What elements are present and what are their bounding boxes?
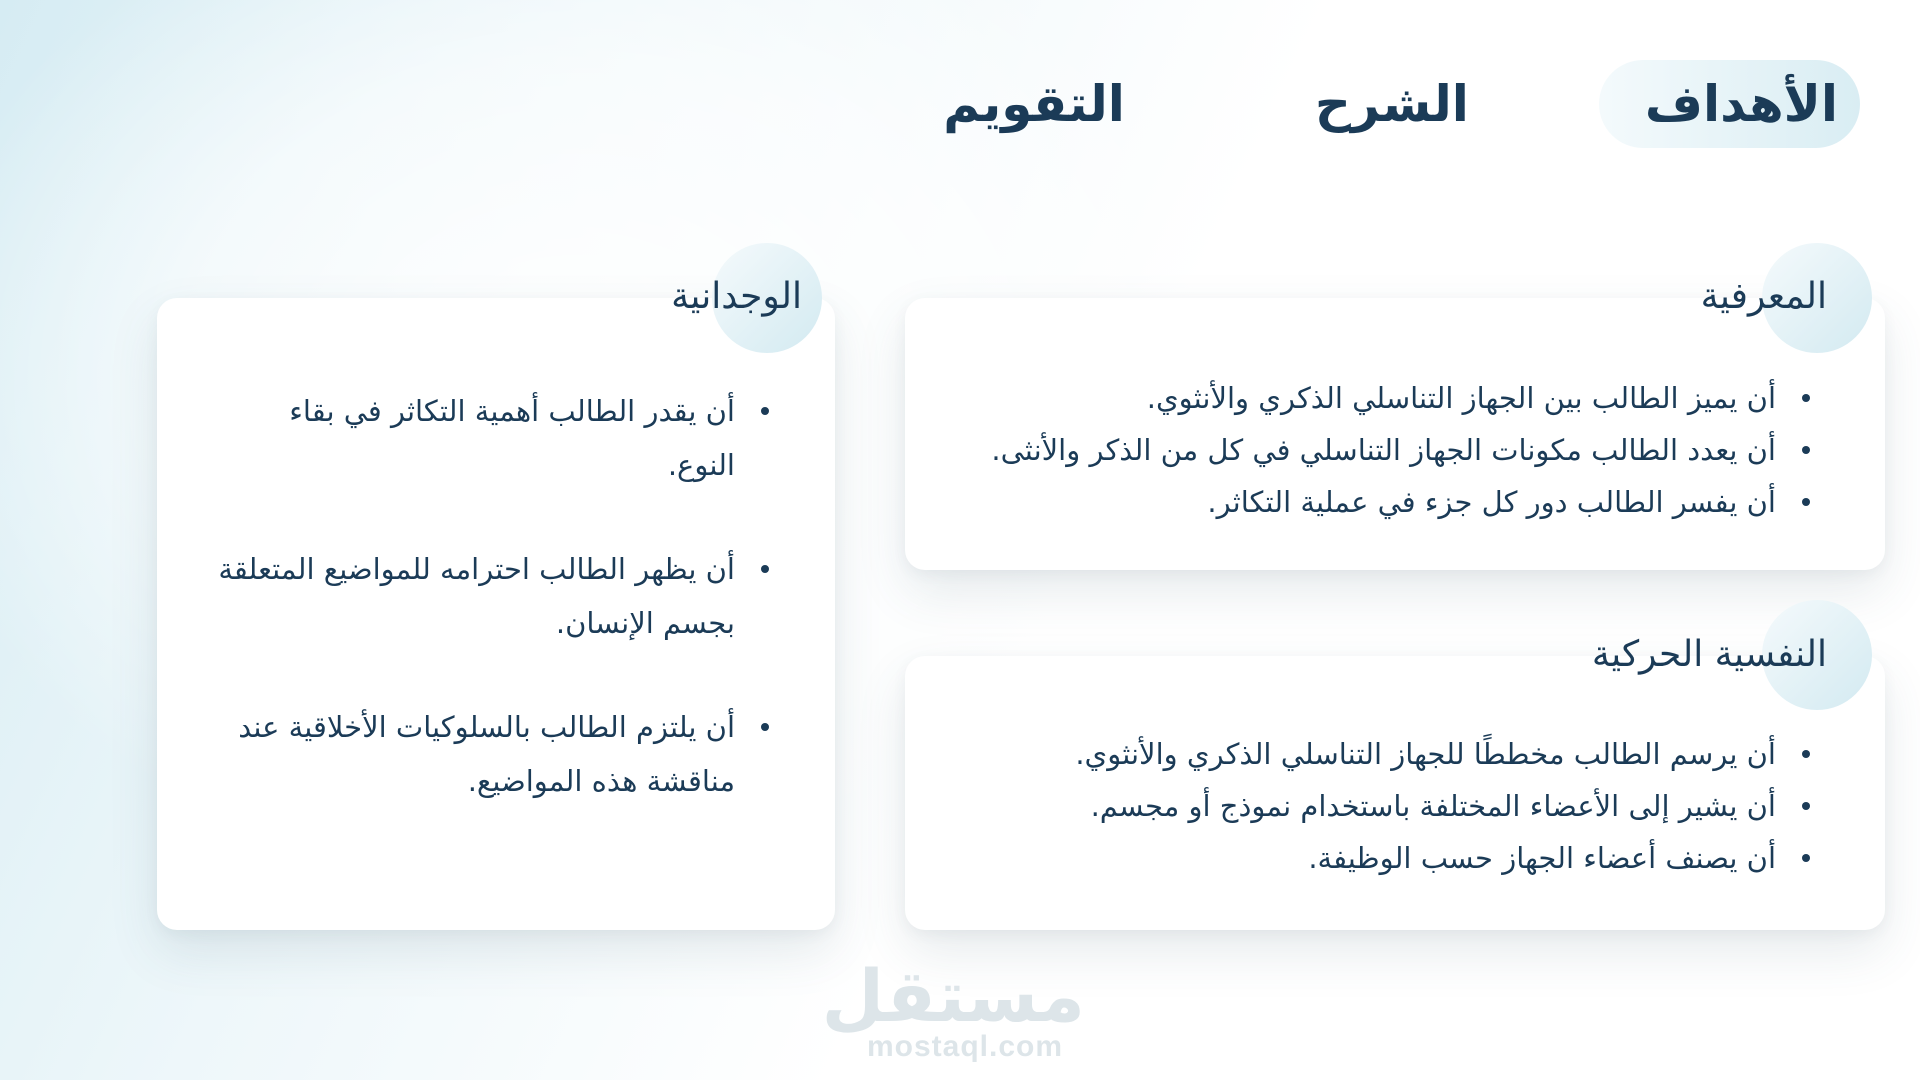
tab-objectives[interactable]: الأهداف bbox=[1599, 60, 1860, 148]
list-item: أن يلتزم الطالب بالسلوكيات الأخلاقية عند مناقشة هذه المواضيع. bbox=[216, 700, 771, 808]
list-item: أن يميز الطالب بين الجهاز التناسلي الذكري والأنثوي. bbox=[991, 372, 1812, 424]
list-item: أن يقدر الطالب أهمية التكاثر في بقاء النوع. bbox=[216, 384, 771, 492]
list-item: أن يشير إلى الأعضاء المختلفة باستخدام نموذج أو مجسم. bbox=[1075, 780, 1812, 832]
psychomotor-title: النفسية الحركية bbox=[1591, 634, 1827, 675]
watermark-latin: mostaql.com bbox=[866, 1030, 1064, 1063]
list-item: أن يعدد الطالب مكونات الجهاز التناسلي في كل من الذكر والأنثى. bbox=[991, 424, 1812, 476]
list-item: أن يظهر الطالب احترامه للمواضيع المتعلقة بجسم الإنسان. bbox=[216, 542, 771, 650]
list-item: أن يصنف أعضاء الجهاز حسب الوظيفة. bbox=[1075, 832, 1812, 884]
tab-bar bbox=[883, 60, 1860, 148]
tab-explanation[interactable]: الشرح bbox=[1314, 75, 1469, 133]
cognitive-title: المعرفية bbox=[1700, 276, 1827, 317]
affective-title: الوجدانية bbox=[671, 276, 802, 317]
list-item: أن يرسم الطالب مخططًا للجهاز التناسلي الذكري والأنثوي. bbox=[1075, 728, 1812, 780]
watermark-arabic: مستقل bbox=[821, 954, 1085, 1038]
affective-list bbox=[216, 384, 771, 858]
mostaql-watermark bbox=[821, 954, 1085, 1063]
psychomotor-list bbox=[1075, 728, 1812, 884]
list-item: أن يفسر الطالب دور كل جزء في عملية التكاثر. bbox=[991, 476, 1812, 528]
cognitive-list bbox=[991, 372, 1812, 528]
tab-assessment[interactable]: التقويم bbox=[943, 75, 1125, 133]
